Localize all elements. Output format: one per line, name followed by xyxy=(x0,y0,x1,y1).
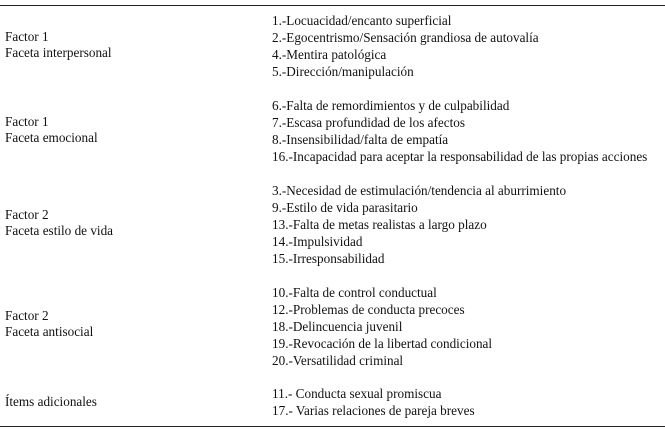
list-item: 11.- Conducta sexual promiscua xyxy=(272,386,442,401)
list-item: 4.-Mentira patológica xyxy=(272,47,387,62)
item-list xyxy=(272,97,647,165)
facet-label: Faceta antisocial xyxy=(5,324,94,339)
item-list xyxy=(272,182,566,267)
group-label xyxy=(5,29,112,61)
list-item: 6.-Falta de remordimientos y de culpabilidad xyxy=(272,98,510,113)
list-item: 8.-Insensibilidad/falta de empatía xyxy=(272,132,449,147)
list-item: 7.-Escasa profundidad de los afectos xyxy=(272,115,465,130)
list-item: 19.-Revocación de la libertad condicional xyxy=(272,336,493,351)
list-item: 20.-Versatilidad criminal xyxy=(272,353,404,368)
list-item: 5.-Dirección/manipulación xyxy=(272,64,414,79)
list-item: 15.-Irresponsabilidad xyxy=(272,251,385,266)
list-item: 2.-Egocentrismo/Sensación grandiosa de autovalía xyxy=(272,30,539,45)
list-item: 13.-Falta de metas realistas a largo plazo xyxy=(272,217,487,232)
list-item: 3.-Necesidad de estimulación/tendencia al aburrimiento xyxy=(272,183,567,198)
factor-label: Factor 2 xyxy=(5,308,49,323)
factor-label: Factor 2 xyxy=(5,207,49,222)
list-item: 9.-Estilo de vida parasitario xyxy=(272,200,418,215)
list-item: 16.-Incapacidad para aceptar la responsabilidad de las propias acciones xyxy=(272,149,648,164)
list-item: 14.-Impulsividad xyxy=(272,234,363,249)
facet-label: Faceta interpersonal xyxy=(5,45,112,60)
list-item: 1.-Locuacidad/encanto superficial xyxy=(272,13,452,28)
table-bottom-rule xyxy=(0,426,665,427)
group-label xyxy=(5,394,97,410)
factor-label: Factor 1 xyxy=(5,29,49,44)
group-label xyxy=(5,114,98,146)
group-label xyxy=(5,207,113,239)
additional-items-label: Ítems adicionales xyxy=(5,394,97,409)
item-list xyxy=(272,12,539,80)
factor-label: Factor 1 xyxy=(5,114,49,129)
group-label xyxy=(5,308,93,340)
item-list xyxy=(272,284,492,369)
facet-label: Faceta emocional xyxy=(5,130,98,145)
list-item: 10.-Falta de control conductual xyxy=(272,285,437,300)
list-item: 17.- Varias relaciones de pareja breves xyxy=(272,403,475,418)
table-top-rule xyxy=(0,5,665,6)
facet-label: Faceta estilo de vida xyxy=(5,223,114,238)
item-list xyxy=(272,385,475,419)
list-item: 12.-Problemas de conducta precoces xyxy=(272,302,465,317)
list-item: 18.-Delincuencia juvenil xyxy=(272,319,403,334)
